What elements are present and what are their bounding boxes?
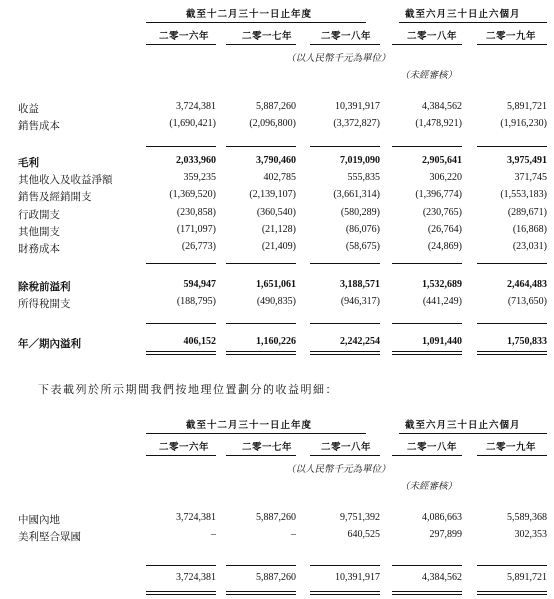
table-cell-value: (2,139,107) xyxy=(249,189,296,200)
table-cell-value: 1,750,833 xyxy=(507,336,547,347)
table-cell-value: (1,690,421) xyxy=(169,118,216,129)
table-cell-value: 7,019,090 xyxy=(340,155,380,166)
period-header-full-year: 截至十二月三十一日止年度 xyxy=(186,420,313,431)
subtotal-rule xyxy=(146,565,216,566)
subtotal-rule xyxy=(146,146,216,147)
year-header: 二零一九年 xyxy=(486,442,537,453)
subtotal-rule xyxy=(477,565,547,566)
subtotal-rule xyxy=(392,146,462,147)
subtotal-rule xyxy=(226,263,296,264)
table-cell-value: 406,152 xyxy=(183,336,216,347)
table-cell-value: 4,384,562 xyxy=(422,101,462,112)
table-cell-value: 1,532,689 xyxy=(422,279,462,290)
row-label: 財務成本 xyxy=(18,243,60,255)
row-label: 美利堅合眾國 xyxy=(18,531,81,543)
total-double-rule xyxy=(310,351,380,355)
column-rule xyxy=(146,455,216,456)
table-cell-value: (26,773) xyxy=(181,241,216,252)
total-double-rule xyxy=(477,351,547,355)
table-cell-value: (230,765) xyxy=(422,207,462,218)
table-cell-value: (16,868) xyxy=(512,224,547,235)
table-cell-value: – xyxy=(291,529,296,540)
total-double-rule xyxy=(392,351,462,355)
year-header: 二零一八年 xyxy=(407,31,458,42)
table-cell-value: 371,745 xyxy=(514,172,547,183)
table-cell-value: 4,086,663 xyxy=(422,512,462,523)
row-label: 除稅前溢利 xyxy=(18,281,71,293)
period-header-six-months: 截至六月三十日止六個月 xyxy=(405,9,521,20)
table-cell-value: 10,391,917 xyxy=(335,572,380,583)
year-header: 二零一六年 xyxy=(159,31,210,42)
unit-note: （以人民幣千元為單位） xyxy=(286,464,391,475)
table-cell-value: (86,076) xyxy=(345,224,380,235)
column-rule xyxy=(477,455,547,456)
subtotal-rule xyxy=(477,323,547,324)
total-double-rule xyxy=(226,351,296,355)
table-cell-value: 1,651,061 xyxy=(256,279,296,290)
table-cell-value: (713,650) xyxy=(507,296,547,307)
row-label: 銷售成本 xyxy=(18,120,60,132)
table-cell-value: (946,317) xyxy=(340,296,380,307)
table-cell-value: 10,391,917 xyxy=(335,101,380,112)
unaudited-note: （未經審核） xyxy=(400,70,458,81)
subtotal-rule xyxy=(226,146,296,147)
header-rule xyxy=(399,22,547,23)
year-header: 二零一七年 xyxy=(242,31,293,42)
table-cell-value: (1,478,921) xyxy=(415,118,462,129)
table-cell-value: (1,553,183) xyxy=(500,189,547,200)
row-label: 毛利 xyxy=(18,157,39,169)
total-double-rule xyxy=(310,591,380,595)
year-header: 二零一八年 xyxy=(321,442,372,453)
table-cell-value: 9,751,392 xyxy=(340,512,380,523)
total-double-rule xyxy=(477,591,547,595)
table-cell-value: (171,097) xyxy=(176,224,216,235)
table-cell-value: (1,369,520) xyxy=(169,189,216,200)
table-cell-value: (58,675) xyxy=(345,241,380,252)
subtotal-rule xyxy=(146,323,216,324)
row-label: 所得稅開支 xyxy=(18,298,71,310)
table-cell-value: (1,396,774) xyxy=(415,189,462,200)
table-cell-value: (580,289) xyxy=(340,207,380,218)
row-label: 其他開支 xyxy=(18,226,60,238)
table-cell-value: 3,975,491 xyxy=(507,155,547,166)
table-cell-value: (3,372,827) xyxy=(333,118,380,129)
year-header: 二零一七年 xyxy=(242,442,293,453)
table-cell-value: 3,790,460 xyxy=(256,155,296,166)
year-header: 二零一八年 xyxy=(321,31,372,42)
table-cell-value: 4,384,562 xyxy=(422,572,462,583)
row-label: 行政開支 xyxy=(18,209,60,221)
subtotal-rule xyxy=(392,565,462,566)
year-header: 二零一六年 xyxy=(159,442,210,453)
subtotal-rule xyxy=(392,323,462,324)
subtotal-rule xyxy=(310,565,380,566)
table-cell-value: 302,353 xyxy=(514,529,547,540)
subtotal-rule xyxy=(392,263,462,264)
table-cell-value: 5,589,368 xyxy=(507,512,547,523)
total-double-rule xyxy=(226,591,296,595)
row-label: 收益 xyxy=(18,103,39,115)
table-cell-value: 640,525 xyxy=(347,529,380,540)
column-rule xyxy=(310,44,380,45)
subtotal-rule xyxy=(310,323,380,324)
table-cell-value: 297,899 xyxy=(429,529,462,540)
unit-note: （以人民幣千元為單位） xyxy=(286,53,391,64)
table-cell-value: (289,671) xyxy=(507,207,547,218)
header-rule xyxy=(146,22,366,23)
table-cell-value: 5,891,721 xyxy=(507,572,547,583)
column-rule xyxy=(477,44,547,45)
column-rule xyxy=(392,455,462,456)
table-cell-value: (21,409) xyxy=(261,241,296,252)
year-header: 二零一八年 xyxy=(407,442,458,453)
table-cell-value: 3,188,571 xyxy=(340,279,380,290)
table-cell-value: 5,891,721 xyxy=(507,101,547,112)
subtotal-rule xyxy=(477,263,547,264)
table-cell-value: 2,033,960 xyxy=(176,155,216,166)
subtotal-rule xyxy=(226,565,296,566)
header-rule xyxy=(146,433,366,434)
table-cell-value: 306,220 xyxy=(429,172,462,183)
table-cell-value: (24,869) xyxy=(427,241,462,252)
total-double-rule xyxy=(146,351,216,355)
table-cell-value: 5,887,260 xyxy=(256,512,296,523)
table-cell-value: 3,724,381 xyxy=(176,512,216,523)
table-cell-value: (230,858) xyxy=(176,207,216,218)
table-cell-value: 359,235 xyxy=(183,172,216,183)
year-header: 二零一九年 xyxy=(486,31,537,42)
table-cell-value: 594,947 xyxy=(183,279,216,290)
table-cell-value: (1,916,230) xyxy=(500,118,547,129)
table-cell-value: 1,091,440 xyxy=(422,336,462,347)
column-rule xyxy=(310,455,380,456)
table-cell-value: 5,887,260 xyxy=(256,101,296,112)
column-rule xyxy=(226,455,296,456)
table-cell-value: 2,905,641 xyxy=(422,155,462,166)
subtotal-rule xyxy=(310,146,380,147)
subtotal-rule xyxy=(310,263,380,264)
row-label: 年／期內溢利 xyxy=(18,338,81,350)
unaudited-note: （未經審核） xyxy=(400,481,458,492)
header-rule xyxy=(399,433,547,434)
table-cell-value: 5,887,260 xyxy=(256,572,296,583)
table-cell-value: 3,724,381 xyxy=(176,572,216,583)
table-cell-value: 2,464,483 xyxy=(507,279,547,290)
table-cell-value: (2,096,800) xyxy=(249,118,296,129)
table-cell-value: 402,785 xyxy=(263,172,296,183)
period-header-six-months: 截至六月三十日止六個月 xyxy=(405,420,521,431)
table-cell-value: 555,835 xyxy=(347,172,380,183)
table-cell-value: (26,764) xyxy=(427,224,462,235)
total-double-rule xyxy=(146,591,216,595)
table-cell-value: (3,661,314) xyxy=(333,189,380,200)
table-cell-value: (360,540) xyxy=(256,207,296,218)
table-cell-value: (188,795) xyxy=(176,296,216,307)
table-cell-value: (490,835) xyxy=(256,296,296,307)
table-cell-value: – xyxy=(211,529,216,540)
column-rule xyxy=(226,44,296,45)
breakdown-intro-paragraph: 下表載列於所示期間我們按地理位置劃分的收益明細： xyxy=(38,383,338,396)
column-rule xyxy=(392,44,462,45)
subtotal-rule xyxy=(226,323,296,324)
total-double-rule xyxy=(392,591,462,595)
table-cell-value: (441,249) xyxy=(422,296,462,307)
table-cell-value: 2,242,254 xyxy=(340,336,380,347)
table-cell-value: 3,724,381 xyxy=(176,101,216,112)
subtotal-rule xyxy=(477,146,547,147)
row-label: 其他收入及收益淨額 xyxy=(18,174,113,186)
subtotal-rule xyxy=(146,263,216,264)
column-rule xyxy=(146,44,216,45)
period-header-full-year: 截至十二月三十一日止年度 xyxy=(186,9,313,20)
row-label: 中國內地 xyxy=(18,514,60,526)
table-cell-value: (23,031) xyxy=(512,241,547,252)
table-cell-value: 1,160,226 xyxy=(256,336,296,347)
row-label: 銷售及經銷開支 xyxy=(18,191,92,203)
table-cell-value: (21,128) xyxy=(261,224,296,235)
